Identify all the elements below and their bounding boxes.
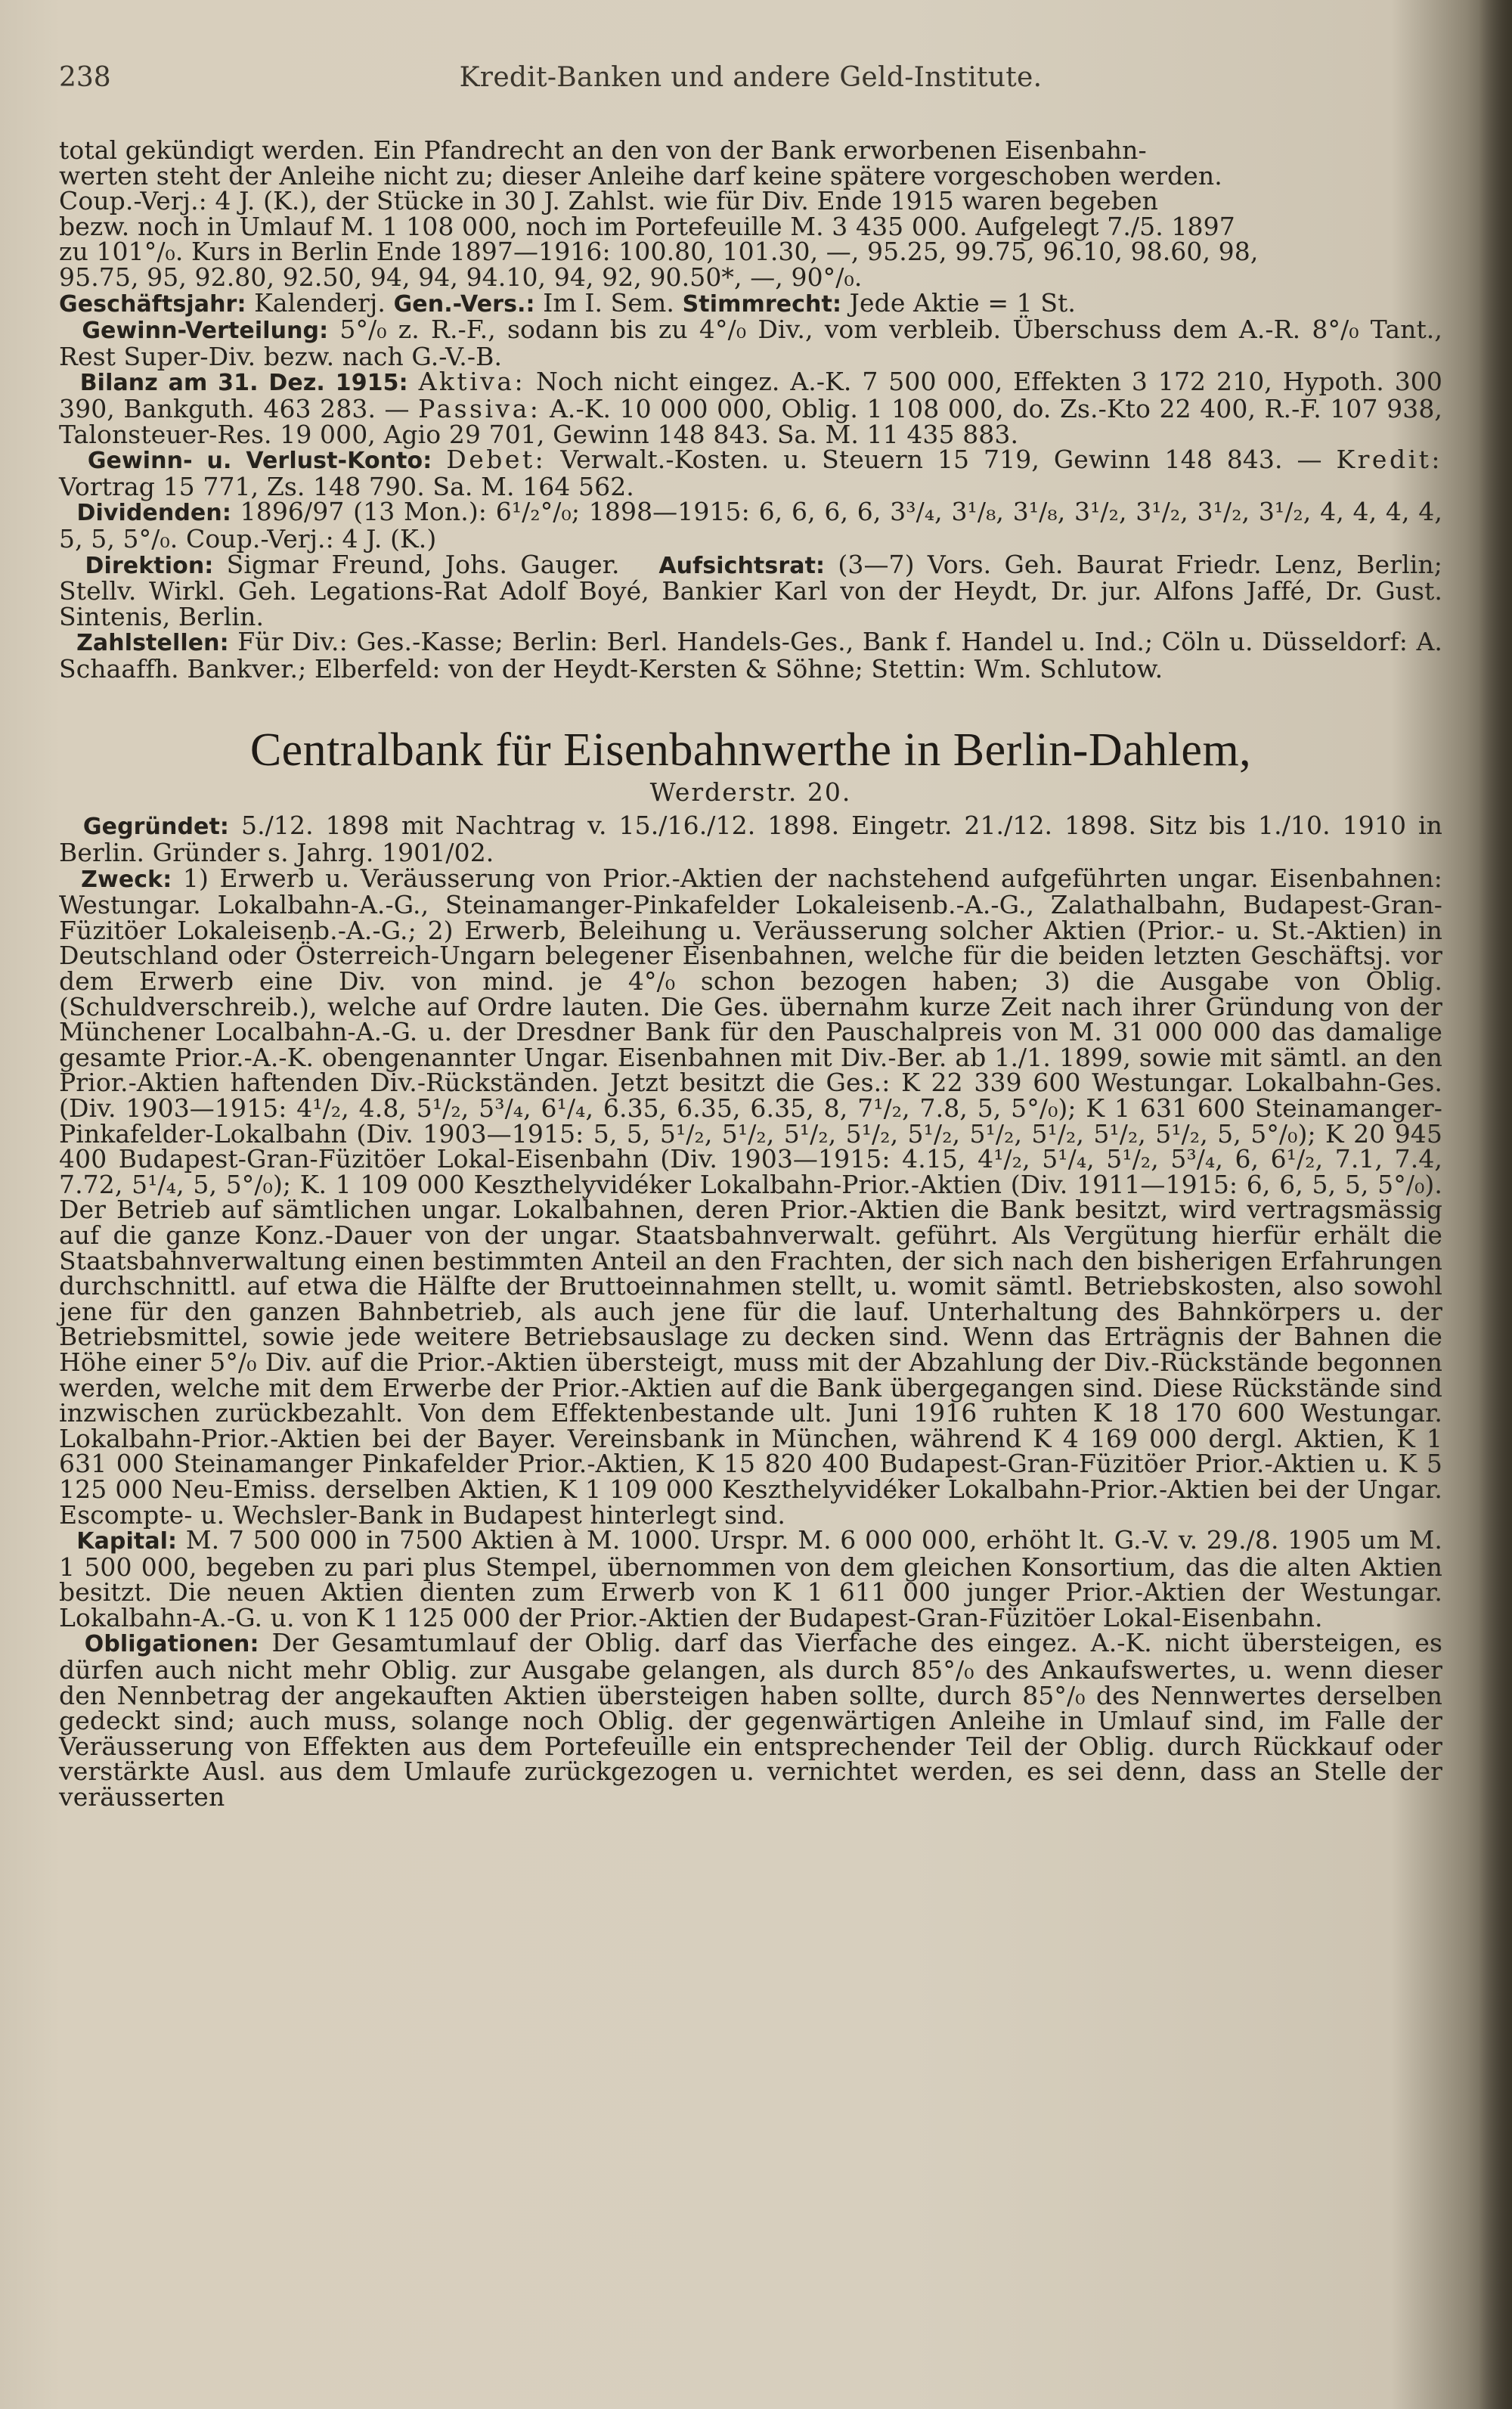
dividenden-label: Dividenden: — [76, 500, 231, 527]
centralbank-entry — [59, 811, 1443, 1812]
debet-label: Debet: — [446, 445, 547, 475]
text-line: bezw. noch in Umlauf M. 1 108 000, noch im Portefeuille M. 3 435 000. Aufgelegt 7./5. 1897 — [59, 211, 1235, 241]
gegruendet-text: 5./12. 1898 mit Nachtrag v. 15./16./12. 1898. Eingetr. 21./12. 1898. Sitz bis 1./10. 1910 in Berlin. Gründer s. Jahrg. 1901/02. — [59, 811, 1442, 868]
passiva-text: A.-K. 10 000 000, Oblig. 1 108 000, do. Zs.-Kto 22 400, R.-F. 107 938, Talonsteuer-Res. 19 000, Agio 29 701, Gewinn 148 843. Sa. M. 11 435 883. — [59, 393, 1442, 449]
passiva-label: Passiva: — [418, 393, 541, 423]
guv-paragraph — [59, 447, 1442, 499]
kredit-label: Kredit: — [1336, 445, 1443, 475]
gegruendet-label: Gegründet: — [82, 814, 230, 841]
aktiva-label: Aktiva: — [418, 367, 526, 397]
geschaeftsjahr-value: Kalenderj. — [254, 287, 386, 318]
zweck-paragraph — [59, 863, 1443, 1530]
text-line: werten steht der Anleihe nicht zu; dieser Anleihe darf keine spätere vorgeschoben werden. — [59, 160, 1222, 191]
page-number: 238 — [59, 62, 111, 93]
kapital-paragraph — [59, 1527, 1442, 1630]
zahlstellen-paragraph — [59, 627, 1442, 684]
aufsichtsrat-label: Aufsichtsrat: — [658, 552, 826, 579]
stimmrecht-label: Stimmrecht: — [682, 290, 842, 318]
gewinn-verteilung-label: Gewinn-Verteilung: — [82, 318, 329, 345]
text-line: Coup.-Verj.: 4 J. (K.), der Stücke in 30 J. Zahlst. wie für Div. Ende 1915 waren begeben — [59, 186, 1158, 216]
zweck-label: Zweck: — [81, 866, 172, 893]
obligationen-label: Obligationen: — [84, 1631, 259, 1658]
direktion-label: Direktion: — [85, 552, 214, 579]
entry-title: Centralbank für Eisenbahnwerthe in Berlin-Dahlem, — [249, 724, 1252, 777]
bilanz-label: Bilanz am 31. Dez. 1915: — [79, 370, 408, 397]
debet-text: Verwalt.-Kosten. u. Steuern 15 719, Gewinn 148 843. — — [560, 445, 1322, 475]
text-line: 95.75, 95, 92.80, 92.50, 94, 94, 94.10, 94, 92, 90.50*, —, 90°/₀. — [59, 262, 863, 292]
stimmrecht-value: Jede Aktie = 1 St. — [849, 287, 1077, 318]
obligationen-paragraph — [59, 1628, 1442, 1812]
dividenden-paragraph — [59, 499, 1442, 551]
kapital-label: Kapital: — [76, 1528, 178, 1555]
bilanz-paragraph — [59, 369, 1442, 447]
gewinn-verteilung-paragraph — [59, 317, 1442, 369]
previous-entry-continuation — [59, 135, 1443, 684]
direktion-text: Sigmar Freund, Johs. Gauger. — [226, 549, 620, 579]
dividenden-text: 1896/97 (13 Mon.): 6¹/₂°/₀; 1898—1915: 6, 6, 6, 6, 3³/₄, 3¹/₈, 3¹/₈, 3¹/₂, 3¹/₂, 3¹/₂, 3¹/₂, 4, 4, 4, 4, 5, 5, 5°/₀. Coup.-Verj.: 4 J. (K.) — [59, 497, 1442, 553]
running-title: Kredit-Banken und andere Geld-Institute. — [459, 62, 1043, 93]
text-line: zu 101°/₀. Kurs in Berlin Ende 1897—1916: 100.80, 101.30, —, 95.25, 99.75, 96.10, 98.60, 98, — [59, 237, 1259, 267]
kredit-text: Vortrag 15 771, Zs. 148 790. Sa. M. 164 562. — [59, 471, 634, 501]
gen-vers-label: Gen.-Vers.: — [393, 290, 535, 318]
zweck-text: 1) Erwerb u. Veräusserung von Prior.-Aktien der nachstehend aufgeführten ungar. Eisenbahnen: Westungar. Lokalbahn-A.-G., Steinamanger-Pinkafelder Lokaleisenb.-A.-G., Zalathalbahn, Budapest-Gran-Füzitöer Lokaleisenb.-A.-G.; 2) Erwerb, Beleihung u. Veräusserung solcher Aktien (Prior.- u. St.-Aktien) in Deutschland oder Österreich-Ungarn belegener Eisenbahnen, welche für die beiden letzten Geschäftsj. vor dem Erwerb eine Div. von mind. je 4°/₀ schon bezogen haben; 3) die Ausgabe von Oblig. (Schuldverschreib.), welche auf Ordre lauten. Die Ges. übernahm kurze Zeit nach ihrer Gründung von der Münchener Localbahn-A.-G. u. der Dresdner Bank für den Pauschalpreis von M. 31 000 000 das damalige gesamte Prior.-A.-K. obengenannter Ungar. Eisenbahnen mit Div.-Ber. ab 1./1. 1899, sowie mit sämtl. an den Prior.-Aktien haftenden Div.-Rückständen. Jetzt besitzt die Ges.: K 22 339 600 Westungar. Lokalbahn-Ges. (Div. 1903—1915: 4¹/₂, 4.8, 5¹/₂, 5³/₄, 6¹/₄, 6.35, 6.35, 6.35, 8, 7¹/₂, 7.8, 5, 5°/₀); K 1 631 600 Steinamanger-Pinkafelder-Lokalbahn (Div. 1903—1915: 5, 5, 5¹/₂, 5¹/₂, 5¹/₂, 5¹/₂, 5¹/₂, 5¹/₂, 5¹/₂, 5¹/₂, 5¹/₂, 5, 5°/₀); K 20 945 400 Budapest-Gran-Füzitöer Lokal-Eisenbahn (Div. 1903—1915: 4.15, 4¹/₂, 5¹/₄, 5¹/₂, 5³/₄, 6, 6¹/₂, 7.1, 7.4, 7.72, 5¹/₄, 5, 5°/₀); K. 1 109 000 Keszthelyvidéker Lokalbahn-Prior.-Aktien (Div. 1911—1915: 6, 6, 5, 5, 5°/₀). Der Betrieb auf sämtlichen ungar. Lokalbahnen, deren Prior.-Aktien die Bank besitzt, wird vertragsmässig auf die ganze Konz.-Dauer von der ungar. Staatsbahnverwalt. geführt. Als Vergütung hierfür erhält die Staatsbahnverwaltung einen bestimmten Anteil an den Frachten, der sich nach den bisherigen Erfahrungen durchschnittl. auf etwa die Hälfte der Bruttoeinnahmen stellt, u. womit sämtl. Betriebskosten, also sowohl jene für den ganzen Bahnbetrieb, als auch jene für die lauf. Unterhaltung des Bahnkörpers u. der Betriebsmittel, sowie jede weitere Betriebsauslage zu decken sind. Wenn das Erträgnis der Bahnen die Höhe einer 5°/₀ Div. auf die Prior.-Aktien übersteigt, muss mit der Abzahlung der Div.-Rückstände begonnen werden, welche mit dem Erwerbe der Prior.-Aktien auf die Bank übergegangen sind. Diese Rückstände sind inzwischen zurückbezahlt. Von dem Effektenbestande ult. Juni 1916 ruhten K 18 170 600 Westungar. Lokalbahn-Prior.-Aktien bei der Bayer. Vereinsbank in München, während K 4 169 000 dergl. Aktien, K 1 631 000 Steinamanger Pinkafelder Prior.-Aktien, K 15 820 400 Budapest-Gran-Füzitöer Prior.-Aktien u. K 5 125 000 Neu-Emiss. derselben Aktien, K 1 109 000 Keszthelyvidéker Lokalbahn-Prior.-Aktien bei der Ungar. Escompte- u. Wechsler-Bank in Budapest hinterlegt sind. — [59, 863, 1443, 1530]
geschaeftsjahr-line — [59, 287, 1442, 318]
gegruendet-paragraph — [59, 811, 1442, 868]
aktiva-text: Noch nicht eingez. A.-K. 7 500 000, Effekten 3 172 210, Hypoth. 300 390, Bankguth. 463 283. — — [59, 367, 1442, 423]
entry-address: Werderstr. 20. — [649, 777, 852, 808]
gen-vers-value: Im I. Sem. — [543, 287, 674, 318]
direktion-paragraph — [59, 549, 1443, 631]
zahlstellen-label: Zahlstellen: — [76, 630, 229, 657]
obligationen-text: Der Gesamtumlauf der Oblig. darf das Vierfache des eingez. A.-K. nicht übersteigen, es dürfen auch nicht mehr Oblig. zur Ausgabe gelangen, als durch 85°/₀ des Ankaufswertes, u. wenn dieser den Nennbetrag der angekauften Aktien übersteigen haben sollte, durch 85°/₀ des Nennwertes derselben gedeckt sind; auch muss, solange noch Oblig. der gegenwärtigen Anleihe in Umlauf sind, im Falle der Veräusserung von Effekten aus dem Portefeuille ein entsprechender Teil der Oblig. durch Rückkauf oder verstärkte Ausl. aus dem Umlaufe zurückgezogen u. vernichtet werden, es sei denn, dass an Stelle der veräusserten — [59, 1628, 1442, 1812]
kapital-text: M. 7 500 000 in 7500 Aktien à M. 1000. Urspr. M. 6 000 000, erhöht lt. G.-V. v. 29./8. 1905 um M. 1 500 000, begeben zu pari plus Stempel, übernommen von dem gleichen Konsortium, das die alten Aktien besitzt. Die neuen Aktien dienten zum Erwerb von K 1 611 000 junger Prior.-Aktien der Westungar. Lokalbahn-A.-G. u. von K 1 125 000 der Prior.-Aktien der Budapest-Gran-Füzitöer Lokal-Eisenbahn. — [59, 1525, 1443, 1632]
gewinn-verteilung-text: 5°/₀ z. R.-F., sodann bis zu 4°/₀ Div., vom verbleib. Überschuss dem A.-R. 8°/₀ Tant., Rest Super-Div. bezw. nach G.-V.-B. — [59, 315, 1442, 371]
guv-label: Gewinn- u. Verlust-Konto: — [87, 448, 432, 475]
page-header — [59, 62, 1442, 103]
text-line: total gekündigt werden. Ein Pfandrecht an den von der Bank erworbenen Eisenbahn- — [59, 135, 1147, 165]
page-edge-shadow — [1479, 0, 1512, 2409]
aufsichtsrat-text: (3—7) Vors. Geh. Baurat Friedr. Lenz, Berlin; Stellv. Wirkl. Geh. Legations-Rat Adolf Boyé, Bankier Karl von der Heydt, Dr. jur. Alfons Jaffé, Dr. Gust. Sintenis, Berlin. — [59, 549, 1443, 631]
zahlstellen-text: Für Div.: Ges.-Kasse; Berlin: Berl. Handels-Ges., Bank f. Handel u. Ind.; Cöln u. Düsseldorf: A. Schaaffh. Bankver.; Elberfeld: von der Heydt-Kersten & Söhne; Stettin: Wm. Schlutow. — [59, 627, 1442, 684]
geschaeftsjahr-label: Geschäftsjahr: — [59, 290, 246, 318]
